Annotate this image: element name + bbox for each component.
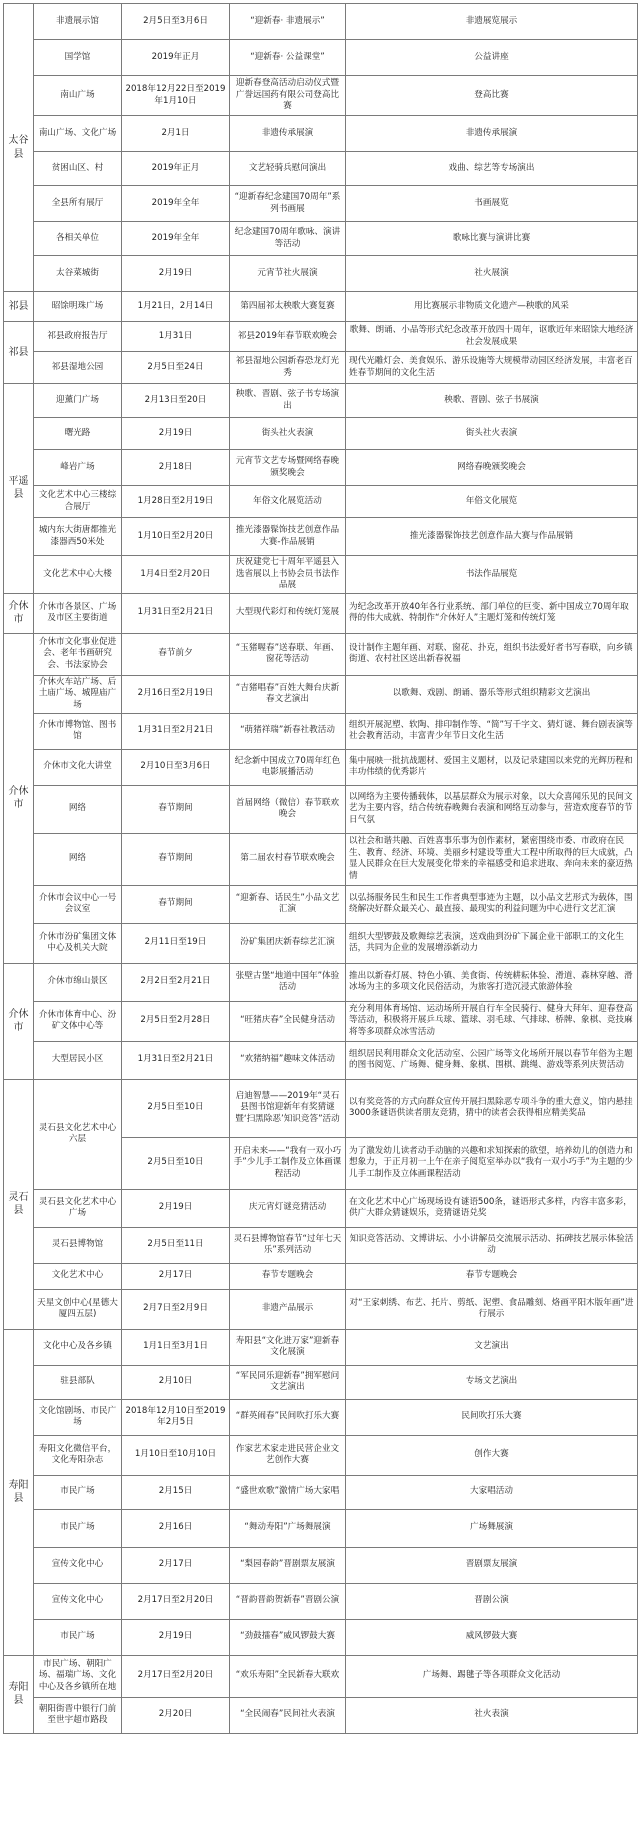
content-cell: 充分利用体育场馆、运动场所开展自行车全民骑行、健身大拜年、迎春登高等活动，积极将开展乒乓球、篮球、羽毛球、气排球、桥牌、象棋、竞技麻将等多项群众冰雪活动 [346,1001,638,1041]
venue-cell: 贫困山区、村 [34,152,122,186]
venue-cell: 介休市会议中心一号会议室 [34,885,122,923]
content-cell: 年俗文化展览 [346,486,638,518]
content-cell: 秧歌、晋剧、弦子书展演 [346,384,638,418]
table-row [4,256,638,292]
name-cell: “舞动寿阳”广场舞展演 [230,1509,346,1547]
venue-cell: 曙光路 [34,418,122,450]
content-cell: 歌咏比赛与演讲比赛 [346,222,638,256]
venue-cell: 介休市汾矿集团文体中心及机关大院 [34,923,122,963]
time-cell: 2月5日至2月28日 [122,1001,230,1041]
venue-cell: 网络 [34,833,122,885]
time-cell: 2月13日至20日 [122,384,230,418]
name-cell: “欢猪纳福”趣味文体活动 [230,1041,346,1079]
table-row [4,675,638,713]
time-cell: 1月10日至2月20日 [122,518,230,556]
venue-cell: 文化艺术中心三楼综合展厅 [34,486,122,518]
name-cell: “迎新春· 非遗展示” [230,4,346,40]
table-row [4,322,638,352]
content-cell: 对“王家刺绣、布艺、托片、剪纸、泥塑、食品雕刻、烙画平阳木版年画”进行展示 [346,1289,638,1329]
content-cell: 在文化艺术中心广场现场设有谜语500条，谜语形式多样，内容丰富多彩，供广大群众猜谜娱乐，竞猜谜语兑奖 [346,1189,638,1227]
table-row [4,1263,638,1289]
name-cell: 大型现代彩灯和传统灯笼展 [230,593,346,633]
name-cell: “欢乐寿阳”全民新春大联欢 [230,1655,346,1697]
table-row [4,186,638,222]
time-cell: 2月17日至2月20日 [122,1655,230,1697]
name-cell: “旺猪庆春”全民健身活动 [230,1001,346,1041]
venue-cell: 各相关单位 [34,222,122,256]
content-cell: 以歌舞、戏剧、朗诵、器乐等形式组织精彩文艺演出 [346,675,638,713]
name-cell: “盛世欢歌”激情广场大家唱 [230,1475,346,1509]
venue-cell: 宣传文化中心 [34,1583,122,1619]
time-cell: 2月7日至2月9日 [122,1289,230,1329]
time-cell: 2019年正月 [122,152,230,186]
name-cell: 寿阳县“文化进万家”迎新春文化展演 [230,1329,346,1365]
county-cell: 平遥县 [4,384,34,594]
content-cell: 组织开展泥塑、软陶、排印制作等、“简”写千字文、猜灯谜、舞台剧表演等社会教育活动，丰富青少年节日文化生活 [346,713,638,749]
venue-cell: 朝阳街晋中银行门前至世宇超市路段 [34,1697,122,1733]
name-cell: “全民闹春”民间社火表演 [230,1697,346,1733]
name-cell: 春节专题晚会 [230,1263,346,1289]
content-cell: 街头社火表演 [346,418,638,450]
table-row [4,1655,638,1697]
content-cell: 专场文艺演出 [346,1365,638,1399]
venue-cell: 介休市文化事业促进会、老年书画研究会、书法家协会 [34,633,122,675]
name-cell: 元宵节文艺专场暨网络春晚颁奖晚会 [230,450,346,486]
content-cell: 知识竞答活动、文博讲坛、小小讲解员交流展示活动、拓碑技艺展示体验活动 [346,1227,638,1263]
name-cell: 非遗传承展演 [230,116,346,152]
venue-cell: 文化中心及各乡镇 [34,1329,122,1365]
venue-cell: 非遗展示馆 [34,4,122,40]
time-cell: 2月5日至10日 [122,1137,230,1189]
table-row [4,1079,638,1137]
content-cell: 组织居民利用群众文化活动室、公园广场等文化场所开展以春节年俗为主题的图书阅览、广场舞、健身舞、象棋、围棋、跳绳、游戏等系列庆贺活动 [346,1041,638,1079]
venue-cell: 介休市体育中心、汾矿文体中心等 [34,1001,122,1041]
time-cell: 2月5日至24日 [122,352,230,384]
name-cell: 街头社火表演 [230,418,346,450]
time-cell: 2019年全年 [122,186,230,222]
venue-cell: 祁县湿地公园 [34,352,122,384]
name-cell: “晋韵晋韵贺新春”晋剧公演 [230,1583,346,1619]
table-row [4,785,638,833]
venue-cell: 灵石县文化艺术中心六层 [34,1079,122,1189]
content-cell: 以弘扬服务民生和民生工作者典型事迹为主题，以小品文艺形式为载体，围绕解决好群众最关心、最直接、最现实的利益问题为中心进行文艺汇演 [346,885,638,923]
venue-cell: 网络 [34,785,122,833]
time-cell: 1月10日至10月10日 [122,1435,230,1475]
name-cell: 祁县湿地公园新春恐龙灯光秀 [230,352,346,384]
time-cell: 2月17日 [122,1263,230,1289]
time-cell: 2月19日 [122,256,230,292]
content-cell: 公益讲座 [346,40,638,76]
county-cell: 寿阳县 [4,1655,34,1733]
content-cell: 书法作品展览 [346,556,638,594]
venue-cell: 迎薰门广场 [34,384,122,418]
name-cell: 祁县2019年春节联欢晚会 [230,322,346,352]
content-cell: 广场舞展演 [346,1509,638,1547]
time-cell: 2019年正月 [122,40,230,76]
county-cell: 介休市 [4,593,34,633]
county-cell: 寿阳县 [4,1329,34,1655]
table-row [4,518,638,556]
content-cell: 设计制作主题年画、对联、窗花、扑克，组织书法爱好者书写春联，向乡镇街道、农村社区送出新春祝福 [346,633,638,675]
table-row [4,749,638,785]
time-cell: 2月11日至19日 [122,923,230,963]
venue-cell: 市民广场、朝阳广场、福瑞广场、文化中心及各乡镇所在地 [34,1655,122,1697]
name-cell: 庆元宵灯谜竞猜活动 [230,1189,346,1227]
time-cell: 2月10日 [122,1365,230,1399]
name-cell: 迎新春登高活动启动仪式暨广誉远国药有限公司登高比赛 [230,76,346,116]
time-cell: 2月17日 [122,1547,230,1583]
content-cell: 推出以新春灯展、特色小镇、美食街、传统耕耘体验、滑道、森林穿越、滑冰场为主的多项文化民俗活动，为旅客打造沉浸式旅游体验 [346,963,638,1001]
venue-cell: 市民广场 [34,1475,122,1509]
content-cell: 书画展览 [346,186,638,222]
time-cell: 春节期间 [122,885,230,923]
table-row [4,384,638,418]
time-cell: 2月10日至3月6日 [122,749,230,785]
content-cell: 为了激发幼儿读者动手动脑的兴趣和求知探索的欲望，培养幼儿的创造力和想象力，于正月初一上午在亲子阅览室举办以“我有一双小巧手”为主题的少儿手工制作及立体画课程活动 [346,1137,638,1189]
activity-table [3,3,638,1734]
table-row [4,4,638,40]
content-cell: 晋剧公演 [346,1583,638,1619]
venue-cell: 国学馆 [34,40,122,76]
name-cell: 元宵节社火展演 [230,256,346,292]
table-row [4,1041,638,1079]
table-row [4,1189,638,1227]
venue-cell: 天星文创中心(星德大厦四五层) [34,1289,122,1329]
time-cell: 春节期间 [122,833,230,885]
content-cell: 戏曲、综艺等专场演出 [346,152,638,186]
content-cell: 以有奖竞答的方式向群众宣传开展扫黑除恶专项斗争的重大意义，馆内悬挂3000条谜语供读者朋友竞猜，猜中的读者会获得相应精美奖品 [346,1079,638,1137]
name-cell: 纪念建国70周年歌咏、演讲等活动 [230,222,346,256]
venue-cell: 灵石县博物馆 [34,1227,122,1263]
content-cell: 威风锣鼓大赛 [346,1619,638,1655]
table-row [4,1475,638,1509]
time-cell: 2月1日 [122,116,230,152]
content-cell: 非遗展览展示 [346,4,638,40]
table-row [4,885,638,923]
venue-cell: 城内东大街唐都推光漆器西50米处 [34,518,122,556]
table-row [4,923,638,963]
venue-cell: 文化艺术中心大楼 [34,556,122,594]
name-cell: “吉猪唱春”百姓大舞台庆新春文艺演出 [230,675,346,713]
county-cell: 介休市 [4,633,34,963]
table-row [4,1509,638,1547]
venue-cell: 寿阳文化微信平台，文化寿阳杂志 [34,1435,122,1475]
county-cell: 祁县 [4,292,34,322]
name-cell: 文艺轻骑兵慰问演出 [230,152,346,186]
time-cell: 1月31日至2月21日 [122,1041,230,1079]
activity-table-body [4,4,638,1734]
time-cell: 2月19日 [122,1189,230,1227]
content-cell: 社火表演 [346,1697,638,1733]
time-cell: 2月17日至2月20日 [122,1583,230,1619]
content-cell: 歌舞、朗诵、小品等形式纪念改革开放四十周年，讴歌近年来昭馀大地经济社会发展成果 [346,322,638,352]
name-cell: 年俗文化展览活动 [230,486,346,518]
table-row [4,76,638,116]
time-cell: 2018年12月22日至2019年1月10日 [122,76,230,116]
name-cell: “劲鼓擂春”威风锣鼓大赛 [230,1619,346,1655]
content-cell: 创作大赛 [346,1435,638,1475]
content-cell: 晋剧票友展演 [346,1547,638,1583]
content-cell: 网络春晚颁奖晚会 [346,450,638,486]
venue-cell: 介休市各景区、广场及市区主要街道 [34,593,122,633]
content-cell: 推光漆器髹饰技艺创意作品大赛与作品展销 [346,518,638,556]
venue-cell: 市民广场 [34,1509,122,1547]
name-cell: 作家艺术家走进民营企业文艺创作大赛 [230,1435,346,1475]
table-row [4,963,638,1001]
content-cell: 以社会和谐共融、百姓喜事乐事为创作素材，紧密围绕市委、市政府在民生、教育、经济、环境、美丽乡村建设等重大工程中所取得的巨大成就，凸显人民群众在巨大发展变化带来的幸福感受和追求进取、奔向未来的豪迈热情 [346,833,638,885]
time-cell: 2月18日 [122,450,230,486]
county-cell: 祁县 [4,322,34,384]
table-row [4,418,638,450]
table-row [4,222,638,256]
table-row [4,352,638,384]
name-cell: “军民同乐迎新春”拥军慰问文艺演出 [230,1365,346,1399]
venue-cell: 峰岩广场 [34,450,122,486]
table-row [4,1697,638,1733]
venue-cell: 灵石县文化艺术中心广场 [34,1189,122,1227]
name-cell: 灵石县博物馆春节“过年七天乐”系列活动 [230,1227,346,1263]
name-cell: 庆祝建党七十周年平遥县入选省展以上书协会员书法作品展 [230,556,346,594]
table-row [4,1619,638,1655]
name-cell: 张壁古堡“地道中国年”体验活动 [230,963,346,1001]
venue-cell: 祁县政府报告厅 [34,322,122,352]
content-cell: 用比赛展示非物质文化遗产—秧歌的风采 [346,292,638,322]
table-row [4,713,638,749]
content-cell: 社火展演 [346,256,638,292]
table-row [4,1329,638,1365]
time-cell: 1月4日至2月20日 [122,556,230,594]
table-row [4,633,638,675]
name-cell: “迎新春· 公益课堂” [230,40,346,76]
time-cell: 1月28日至2月19日 [122,486,230,518]
time-cell: 2月5日至11日 [122,1227,230,1263]
venue-cell: 市民广场 [34,1619,122,1655]
time-cell: 春节前夕 [122,633,230,675]
table-row [4,486,638,518]
venue-cell: 南山广场、文化广场 [34,116,122,152]
table-row [4,833,638,885]
name-cell: 开启未来——“我有一双小巧手”少儿手工制作及立体画课程活动 [230,1137,346,1189]
time-cell: 1月21日，2月14日 [122,292,230,322]
table-row [4,1399,638,1435]
venue-cell: 驻县部队 [34,1365,122,1399]
table-row [4,1289,638,1329]
venue-cell: 南山广场 [34,76,122,116]
table-row [4,1227,638,1263]
time-cell: 2月2日至2月21日 [122,963,230,1001]
name-cell: “迎新春、话民生”小品文艺汇演 [230,885,346,923]
table-row [4,1001,638,1041]
venue-cell: 介休市博物馆、图书馆 [34,713,122,749]
name-cell: 推光漆器髹饰技艺创意作品大赛-作品展销 [230,518,346,556]
name-cell: “迎新春纪念建国70周年”系列书画展 [230,186,346,222]
time-cell: 2月16日至2月19日 [122,675,230,713]
content-cell: 为纪念改革开放40年各行业系统、部门单位的巨变、新中国成立70周年取得的伟大成就、特制作“介休好人”主题灯笼和传统灯笼 [346,593,638,633]
table-row [4,1583,638,1619]
time-cell: 2月16日 [122,1509,230,1547]
time-cell: 1月31日至2月21日 [122,593,230,633]
table-row [4,116,638,152]
time-cell: 1月31日 [122,322,230,352]
venue-cell: 太谷菜城街 [34,256,122,292]
content-cell: 集中展映一批抗战题材、爱国主义题材，以及记录建国以来党的光辉历程和丰功伟绩的优秀影片 [346,749,638,785]
venue-cell: 介休火车站广场、后土庙广场、城隍庙广场 [34,675,122,713]
venue-cell: 昭馀明珠广场 [34,292,122,322]
venue-cell: 全县所有展厅 [34,186,122,222]
name-cell: 首届网络（微信）春节联欢晚会 [230,785,346,833]
name-cell: “群英闹春”民间吹打乐大赛 [230,1399,346,1435]
name-cell: “梨园春韵”晋剧票友展演 [230,1547,346,1583]
time-cell: 2月5日至3月6日 [122,4,230,40]
name-cell: “玉猪喔春”送春联、年画、窗花等活动 [230,633,346,675]
table-row [4,152,638,186]
time-cell: 2月5日至10日 [122,1079,230,1137]
venue-cell: 文化艺术中心 [34,1263,122,1289]
content-cell: 非遗传承展演 [346,116,638,152]
table-row [4,450,638,486]
name-cell: 第二届农村春节联欢晚会 [230,833,346,885]
content-cell: 登高比赛 [346,76,638,116]
content-cell: 春节专题晚会 [346,1263,638,1289]
venue-cell: 大型居民小区 [34,1041,122,1079]
venue-cell: 介休市绵山景区 [34,963,122,1001]
time-cell: 1月1日至3月1日 [122,1329,230,1365]
name-cell: 纪念新中国成立70周年红色电影展播活动 [230,749,346,785]
county-cell: 灵石县 [4,1079,34,1329]
table-row [4,40,638,76]
venue-cell: 宣传文化中心 [34,1547,122,1583]
time-cell: 2018年12月10日至2019年2月5日 [122,1399,230,1435]
venue-cell: 文化馆剧场、市民广场 [34,1399,122,1435]
content-cell: 民间吹打乐大赛 [346,1399,638,1435]
time-cell: 2月19日 [122,418,230,450]
time-cell: 2月20日 [122,1697,230,1733]
county-cell: 介休市 [4,963,34,1079]
venue-cell: 介休市文化大讲堂 [34,749,122,785]
table-row [4,1547,638,1583]
name-cell: 非遗产品展示 [230,1289,346,1329]
name-cell: 汾矿集团庆新春综艺汇演 [230,923,346,963]
time-cell: 2月19日 [122,1619,230,1655]
content-cell: 组织大型锣鼓及歌舞综艺表演，送戏曲到汾矿下属企业干部职工的文化生活，共同为企业的发展增添新动力 [346,923,638,963]
table-row [4,1365,638,1399]
content-cell: 大家唱活动 [346,1475,638,1509]
time-cell: 春节期间 [122,785,230,833]
county-cell: 太谷县 [4,4,34,292]
table-row [4,593,638,633]
content-cell: 广场舞、踢毽子等各项群众文化活动 [346,1655,638,1697]
table-row [4,292,638,322]
table-row [4,1435,638,1475]
content-cell: 现代光雕灯会、美食娱乐、游乐设施等大规模带动园区经济发展，丰富老百姓春节期间的文化生活 [346,352,638,384]
name-cell: 第四届祁太秧歌大赛复赛 [230,292,346,322]
name-cell: “萌猪祥瑞”新春社教活动 [230,713,346,749]
time-cell: 2019年全年 [122,222,230,256]
content-cell: 文艺演出 [346,1329,638,1365]
name-cell: 启迪智慧——2019年“灵石县图书馆迎新年有奖猜谜暨‘扫黑除恶’知识竞答”活动 [230,1079,346,1137]
time-cell: 1月31日至2月21日 [122,713,230,749]
time-cell: 2月15日 [122,1475,230,1509]
table-row [4,556,638,594]
content-cell: 以网络为主要传播载体，以基层群众为展示对象，以大众喜闻乐见的民间文艺为主要内容，结合传统春晚舞台表演和网络互动参与，营造欢度春节的节日气氛 [346,785,638,833]
name-cell: 秧歌、晋剧、弦子书专场演出 [230,384,346,418]
